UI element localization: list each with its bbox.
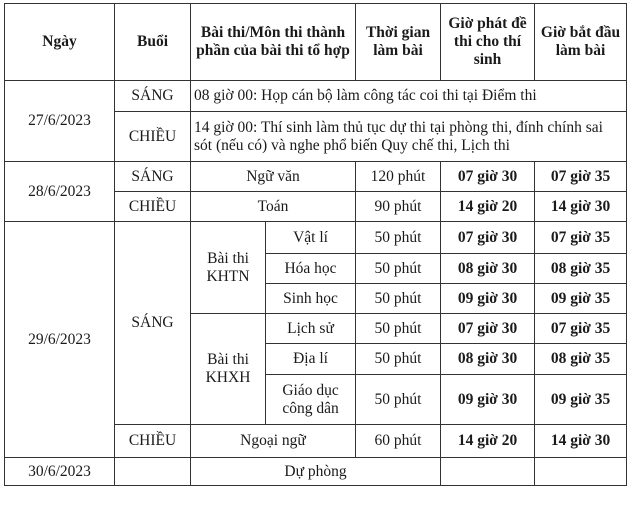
duration-cell: 50 phút [356, 254, 441, 284]
day-cell: 29/6/2023 [5, 222, 115, 458]
distribution-time-cell: 09 giờ 30 [441, 284, 535, 314]
note-cell: 14 giờ 00: Thí sinh làm thủ tục dự thi tại phòng thi, đính chính sai sót (nếu có) và nghe phổ biến Quy chế thi, Lịch thi [191, 112, 627, 162]
exam-name-cell: Toán [191, 192, 356, 222]
day-cell: 28/6/2023 [5, 162, 115, 222]
header-ngay: Ngày [5, 4, 115, 81]
duration-cell: 90 phút [356, 192, 441, 222]
table-row [5, 222, 627, 254]
distribution-time-cell: 09 giờ 30 [441, 375, 535, 425]
distribution-time-cell: 08 giờ 30 [441, 254, 535, 284]
exam-name-cell: Sinh học [266, 284, 356, 314]
header-thoi-gian: Thời gian làm bài [356, 4, 441, 81]
start-time-cell: 14 giờ 30 [535, 192, 627, 222]
exam-name-cell: Vật lí [266, 222, 356, 254]
start-time-cell: 07 giờ 35 [535, 222, 627, 254]
header-gio-bat-dau: Giờ bắt đầu làm bài [535, 4, 627, 81]
day-cell: 30/6/2023 [5, 458, 115, 486]
start-time-cell: 08 giờ 35 [535, 254, 627, 284]
table-row [5, 162, 627, 192]
table-row [5, 458, 627, 486]
exam-name-cell: Địa lí [266, 344, 356, 375]
start-time-cell: 14 giờ 30 [535, 425, 627, 458]
exam-name-cell: Hóa học [266, 254, 356, 284]
duration-cell: 120 phút [356, 162, 441, 192]
session-cell [115, 458, 191, 486]
header-gio-phat: Giờ phát đề thi cho thí sinh [441, 4, 535, 81]
exam-name-cell: Ngoại ngữ [191, 425, 356, 458]
distribution-time-cell: 07 giờ 30 [441, 222, 535, 254]
reserve-cell: Dự phòng [191, 458, 441, 486]
start-time-cell: 07 giờ 35 [535, 314, 627, 344]
duration-cell: 50 phút [356, 375, 441, 425]
distribution-time-cell: 08 giờ 30 [441, 344, 535, 375]
exam-name-cell: Giáo dục công dân [266, 375, 356, 425]
exam-name-cell: Lịch sử [266, 314, 356, 344]
duration-cell: 50 phút [356, 344, 441, 375]
distribution-time-cell: 14 giờ 20 [441, 425, 535, 458]
distribution-time-cell: 07 giờ 30 [441, 314, 535, 344]
session-cell: CHIỀU [115, 112, 191, 162]
header-buoi: Buổi [115, 4, 191, 81]
start-time-cell: 07 giờ 35 [535, 162, 627, 192]
group-cell: Bài thi KHTN [191, 222, 266, 314]
distribution-time-cell: 07 giờ 30 [441, 162, 535, 192]
start-time-cell: 08 giờ 35 [535, 344, 627, 375]
session-cell: CHIỀU [115, 192, 191, 222]
start-time-cell: 09 giờ 35 [535, 375, 627, 425]
start-time-cell: 09 giờ 35 [535, 284, 627, 314]
session-cell: SÁNG [115, 81, 191, 112]
duration-cell: 60 phút [356, 425, 441, 458]
group-cell: Bài thi KHXH [191, 314, 266, 425]
table-row [5, 81, 627, 112]
exam-schedule-table [4, 3, 627, 486]
empty-cell [441, 458, 535, 486]
duration-cell: 50 phút [356, 222, 441, 254]
session-cell: CHIỀU [115, 425, 191, 458]
session-cell: SÁNG [115, 222, 191, 425]
day-cell: 27/6/2023 [5, 81, 115, 162]
note-cell: 08 giờ 00: Họp cán bộ làm công tác coi thi tại Điểm thi [191, 81, 627, 112]
session-cell: SÁNG [115, 162, 191, 192]
header-row [5, 4, 627, 81]
exam-name-cell: Ngữ văn [191, 162, 356, 192]
header-bai-thi: Bài thi/Môn thi thành phần của bài thi tổ hợp [191, 4, 356, 81]
duration-cell: 50 phút [356, 314, 441, 344]
duration-cell: 50 phút [356, 284, 441, 314]
distribution-time-cell: 14 giờ 20 [441, 192, 535, 222]
empty-cell [535, 458, 627, 486]
